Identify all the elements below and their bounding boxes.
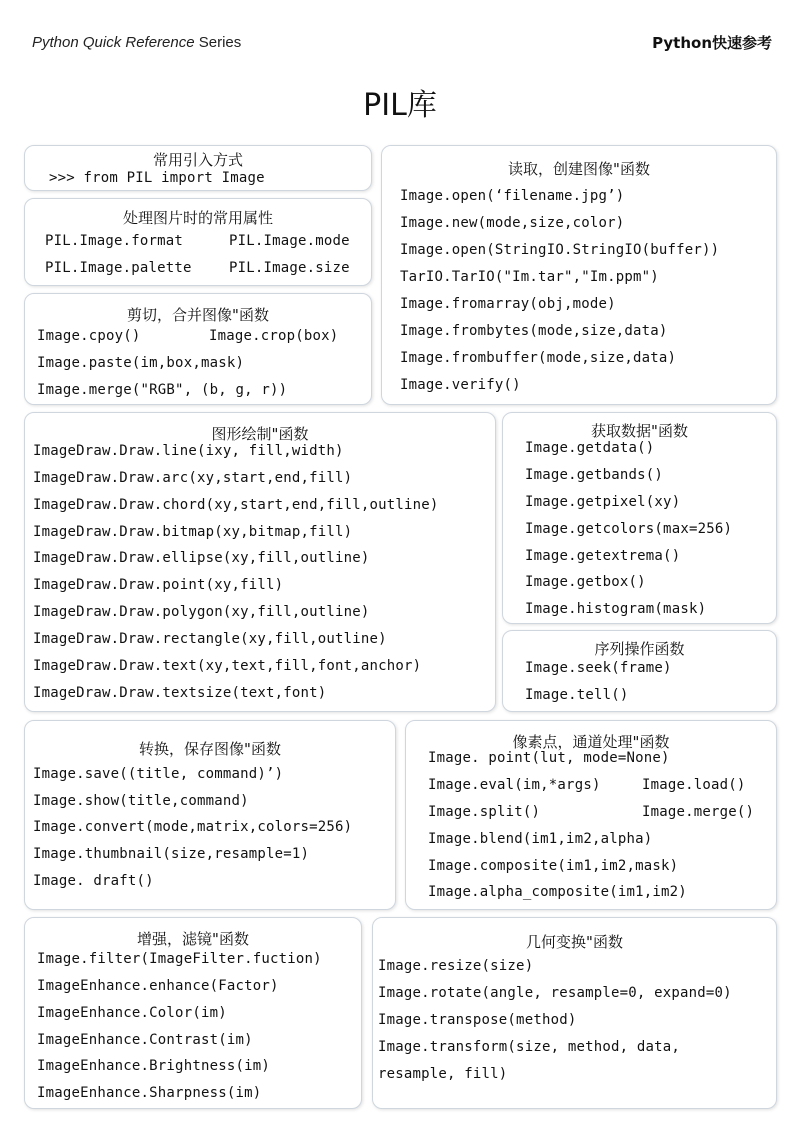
- code-line: TarIO.TarIO("Im.tar","Im.ppm"): [400, 269, 659, 285]
- code-line: PIL.Image.size: [229, 260, 350, 276]
- code-line: resample, fill): [378, 1066, 508, 1082]
- code-line: Image. draft(): [33, 873, 154, 889]
- draw-card: [24, 412, 496, 712]
- code-line: Image.verify(): [400, 377, 521, 393]
- code-line: Image.alpha_composite(im1,im2): [428, 884, 687, 900]
- code-line: ImageDraw.Draw.line(ixy, fill,width): [33, 443, 344, 459]
- code-line: Image.save((title, command)’): [33, 766, 284, 782]
- convert-save-card: [24, 720, 396, 910]
- code-line: Image.frombytes(mode,size,data): [400, 323, 668, 339]
- card-title: 处理图片时的常用属性: [122, 209, 273, 227]
- code-line: ImageEnhance.Color(im): [37, 1005, 227, 1021]
- code-line: Image.filter(ImageFilter.fuction): [37, 951, 322, 967]
- code-line: Image.merge("RGB", (b, g, r)): [37, 382, 288, 398]
- card-title: 图形绘制"函数: [211, 425, 309, 443]
- read-create-card: [381, 145, 777, 405]
- sequence-card: [502, 630, 777, 712]
- code-line: PIL.Image.format: [45, 233, 184, 249]
- code-line: Image. point(lut, mode=None): [428, 750, 670, 766]
- code-line: Image.rotate(angle, resample=0, expand=0): [378, 985, 732, 1001]
- card-title: 像素点，通道处理"函数: [512, 733, 670, 751]
- code-line: ImageDraw.Draw.textsize(text,font): [33, 685, 327, 701]
- code-line: Image.new(mode,size,color): [400, 215, 625, 231]
- code-line: ImageDraw.Draw.chord(xy,start,end,fill,outline): [33, 497, 439, 513]
- code-line: ImageEnhance.Contrast(im): [37, 1032, 253, 1048]
- code-line: ImageEnhance.Brightness(im): [37, 1058, 270, 1074]
- code-line: Image.transform(size, method, data,: [378, 1039, 681, 1055]
- code-line: Image.getcolors(max=256): [525, 521, 733, 537]
- code-line: Image.convert(mode,matrix,colors=256): [33, 819, 353, 835]
- card-title: 读取，创建图像"函数: [508, 160, 650, 178]
- code-line: Image.getbands(): [525, 467, 664, 483]
- code-line: Image.getextrema(): [525, 548, 681, 564]
- code-line: Image.split(): [428, 804, 541, 820]
- card-title: 几何变换"函数: [526, 933, 623, 951]
- code-line: Image.composite(im1,im2,mask): [428, 858, 679, 874]
- series-suffix: Series: [194, 34, 242, 51]
- code-line: Image.thumbnail(size,resample=1): [33, 846, 310, 862]
- code-line: Image.frombuffer(mode,size,data): [400, 350, 677, 366]
- code-line: ImageEnhance.Sharpness(im): [37, 1085, 262, 1101]
- code-line: PIL.Image.palette: [45, 260, 192, 276]
- cut-merge-card: [24, 293, 372, 405]
- code-line: Image.fromarray(obj,mode): [400, 296, 616, 312]
- code-line: ImageDraw.Draw.text(xy,text,fill,font,anchor): [33, 658, 422, 674]
- card-title: 常用引入方式: [152, 151, 243, 169]
- attributes-card: [24, 198, 372, 286]
- code-line: Image.resize(size): [378, 958, 534, 974]
- code-line: ImageDraw.Draw.ellipse(xy,fill,outline): [33, 550, 370, 566]
- code-line: Image.getdata(): [525, 440, 655, 456]
- code-line: Image.blend(im1,im2,alpha): [428, 831, 653, 847]
- code-line: ImageDraw.Draw.polygon(xy,fill,outline): [33, 604, 370, 620]
- code-line: ImageEnhance.enhance(Factor): [37, 978, 279, 994]
- code-line: Image.getbox(): [525, 574, 646, 590]
- code-line: Image.cpoy(): [37, 328, 141, 344]
- get-data-card: [502, 412, 777, 624]
- code-line: ImageDraw.Draw.arc(xy,start,end,fill): [33, 470, 353, 486]
- code-line: Image.histogram(mask): [525, 601, 707, 617]
- series-label: [32, 34, 241, 51]
- code-line: PIL.Image.mode: [229, 233, 350, 249]
- code-line: Image.eval(im,*args): [428, 777, 601, 793]
- code-line: >>> from PIL import Image: [49, 170, 265, 186]
- code-line: Image.transpose(method): [378, 1012, 577, 1028]
- card-title: 剪切，合并图像"函数: [127, 306, 269, 324]
- code-line: ImageDraw.Draw.bitmap(xy,bitmap,fill): [33, 524, 353, 540]
- code-line: Image.merge(): [642, 804, 755, 820]
- card-title: 获取数据"函数: [591, 422, 688, 440]
- card-title: 转换，保存图像"函数: [139, 740, 281, 758]
- code-line: Image.paste(im,box,mask): [37, 355, 245, 371]
- code-line: Image.load(): [642, 777, 746, 793]
- enhance-filter-card: [24, 917, 362, 1109]
- code-line: ImageDraw.Draw.point(xy,fill): [33, 577, 284, 593]
- pixel-channel-card: [405, 720, 777, 910]
- card-title: 增强，滤镜"函数: [137, 930, 249, 948]
- code-line: Image.getpixel(xy): [525, 494, 681, 510]
- code-line: Image.show(title,command): [33, 793, 249, 809]
- code-line: Image.seek(frame): [525, 660, 672, 676]
- page-title: PIL库: [363, 88, 437, 123]
- code-line: ImageDraw.Draw.rectangle(xy,fill,outline): [33, 631, 387, 647]
- geometry-card: [372, 917, 777, 1109]
- code-line: Image.open(StringIO.StringIO(buffer)): [400, 242, 720, 258]
- code-line: Image.tell(): [525, 687, 629, 703]
- header-right-title: Python快速参考: [652, 34, 772, 52]
- code-line: Image.open(‘filename.jpg’): [400, 188, 625, 204]
- series-italic: Python Quick Reference: [32, 34, 195, 51]
- code-line: Image.crop(box): [209, 328, 339, 344]
- import-card: [24, 145, 372, 191]
- card-title: 序列操作函数: [594, 640, 685, 658]
